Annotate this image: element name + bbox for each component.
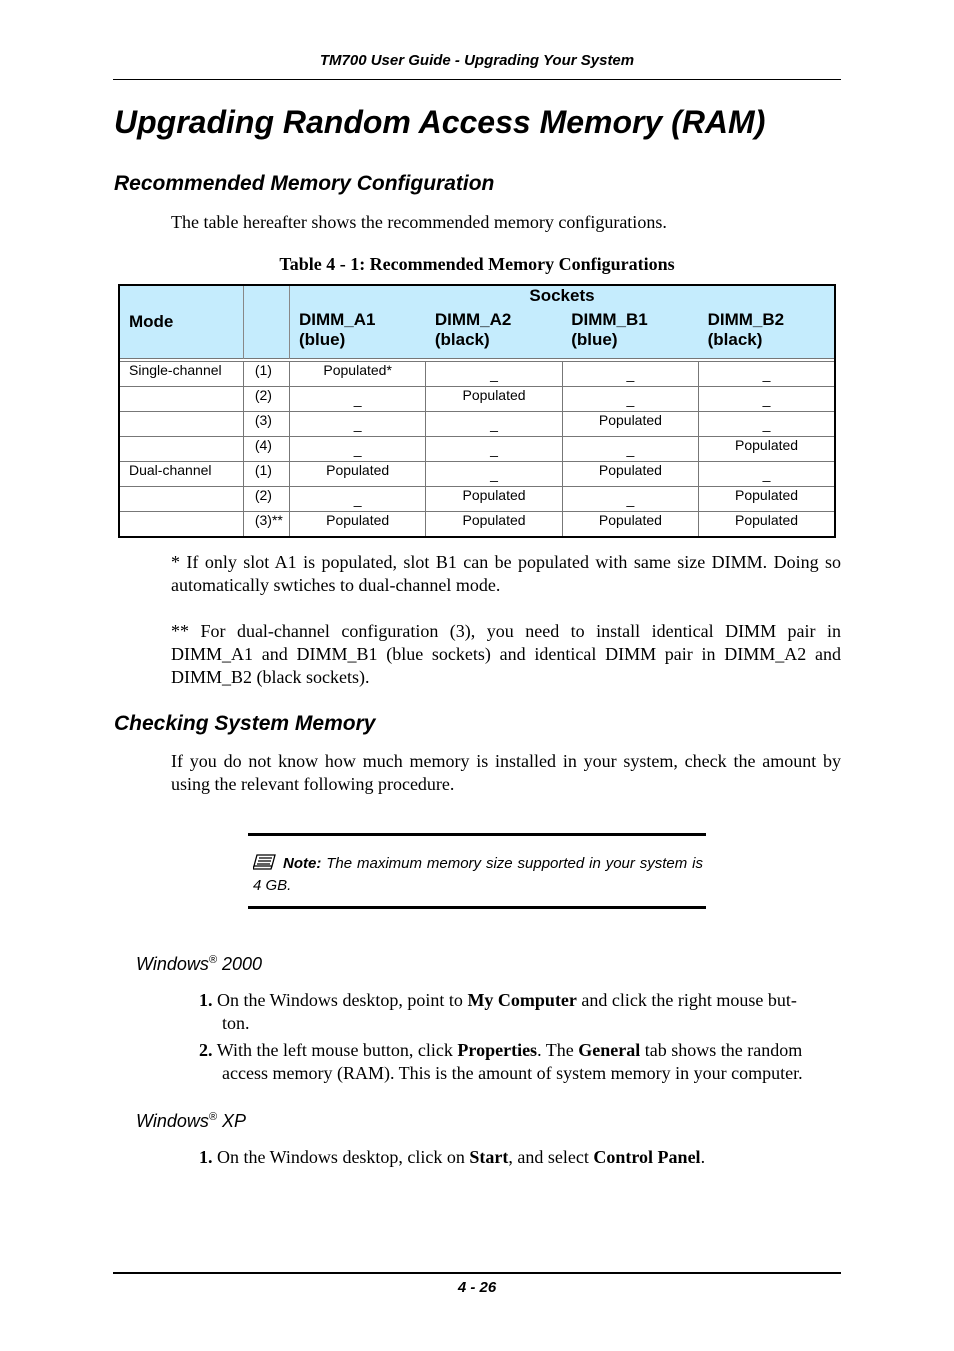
socket-cell: _: [289, 436, 425, 461]
table-row: [119, 511, 835, 537]
socket-cell: _: [699, 361, 835, 386]
socket-cell: _: [426, 436, 562, 461]
table-row: [119, 361, 835, 386]
socket-cell: Populated: [699, 511, 835, 537]
socket-cell: _: [426, 461, 562, 486]
socket-cell: _: [289, 386, 425, 411]
table-row: [119, 436, 835, 461]
socket-cell: _: [562, 386, 698, 411]
index-header: [243, 285, 289, 358]
table-row: [119, 411, 835, 436]
sockets-header: Sockets: [289, 285, 835, 310]
column-header-dimm-b2: DIMM_B2 (black): [699, 310, 835, 358]
mode-cell: Dual-channel: [119, 461, 243, 486]
socket-cell: Populated: [699, 436, 835, 461]
footer-rule: [113, 1272, 841, 1274]
note-icon: [253, 854, 277, 876]
table-row: [119, 461, 835, 486]
footnote-single: * If only slot A1 is populated, slot B1 can be populated with same size DIMM. Doing so automatically swtiches to dual-channel mode.: [171, 552, 841, 595]
socket-cell: _: [699, 411, 835, 436]
config-index-cell: (3)**: [243, 511, 289, 537]
mode-cell: [119, 386, 243, 411]
win2000-step-2: 2. With the left mouse button, click Properties. The General tab shows the random access memory (RAM). This is the amount of system memory in your computer.: [199, 1040, 803, 1083]
socket-cell: Populated: [562, 461, 698, 486]
table-body: [119, 358, 835, 537]
config-index-cell: (1): [243, 361, 289, 386]
mode-cell: [119, 411, 243, 436]
socket-cell: Populated: [289, 461, 425, 486]
socket-cell: Populated: [562, 411, 698, 436]
page-title: Upgrading Random Access Memory (RAM): [114, 104, 766, 140]
socket-cell: Populated: [562, 511, 698, 537]
running-header: TM700 User Guide - Upgrading Your System: [319, 52, 635, 69]
mode-cell: Single-channel: [119, 361, 243, 386]
socket-cell: _: [289, 486, 425, 511]
socket-cell: Populated*: [289, 361, 425, 386]
win2000-step-1: 1. On the Windows desktop, point to My Computer and click the right mouse but- ton.: [199, 990, 797, 1033]
socket-cell: Populated: [426, 511, 562, 537]
mode-cell: [119, 511, 243, 537]
socket-cell: _: [699, 386, 835, 411]
subheading-windows-xp: Windows® XP: [136, 1111, 247, 1131]
socket-cell: _: [426, 361, 562, 386]
column-header-dimm-b1: DIMM_B1 (blue): [562, 310, 698, 358]
config-index-cell: (2): [243, 486, 289, 511]
note-text: [253, 854, 703, 896]
socket-cell: _: [562, 361, 698, 386]
socket-cell: _: [289, 411, 425, 436]
config-index-cell: (4): [243, 436, 289, 461]
socket-cell: Populated: [289, 511, 425, 537]
socket-cell: _: [699, 461, 835, 486]
column-header-dimm-a2: DIMM_A2 (black): [426, 310, 562, 358]
socket-cell: Populated: [426, 386, 562, 411]
section-heading-recommended: Recommended Memory Configuration: [114, 172, 495, 195]
subheading-windows-2000: Windows® 2000: [136, 954, 263, 974]
mode-header: Mode: [119, 285, 243, 358]
section-intro-recommended: The table hereafter shows the recommended memory configurations.: [171, 212, 667, 232]
winxp-step-1: 1. On the Windows desktop, click on Start, and select Control Panel.: [199, 1147, 706, 1167]
memory-config-table: [118, 284, 836, 538]
note-body: The maximum memory size supported in your system is 4 GB.: [253, 855, 703, 894]
config-index-cell: (3): [243, 411, 289, 436]
mode-cell: [119, 436, 243, 461]
socket-cell: _: [562, 486, 698, 511]
config-index-cell: (2): [243, 386, 289, 411]
table-caption: Table 4 - 1: Recommended Memory Configurations: [279, 254, 675, 274]
table-row: [119, 386, 835, 411]
socket-cell: _: [426, 411, 562, 436]
socket-cell: Populated: [426, 486, 562, 511]
config-index-cell: (1): [243, 461, 289, 486]
note-label: Note:: [283, 855, 322, 872]
socket-cell: _: [562, 436, 698, 461]
section-heading-checking: Checking System Memory: [114, 712, 376, 735]
footnote-dual: ** For dual-channel configuration (3), you need to install identical DIMM pair in DIMM_A1 and DIMM_B1 (blue sockets) and identical DIMM pair in DIMM_A2 and DIMM_B2 (black sockets).: [171, 621, 841, 687]
socket-cell: Populated: [699, 486, 835, 511]
mode-cell: [119, 486, 243, 511]
page-number: 4 - 26: [457, 1279, 497, 1296]
section-intro-checking: If you do not know how much memory is installed in your system, check the amount by using the relevant following procedure.: [171, 751, 841, 794]
note-box: [248, 833, 706, 909]
header-rule: [113, 79, 841, 80]
column-header-dimm-a1: DIMM_A1 (blue): [289, 310, 425, 358]
table-row: [119, 486, 835, 511]
